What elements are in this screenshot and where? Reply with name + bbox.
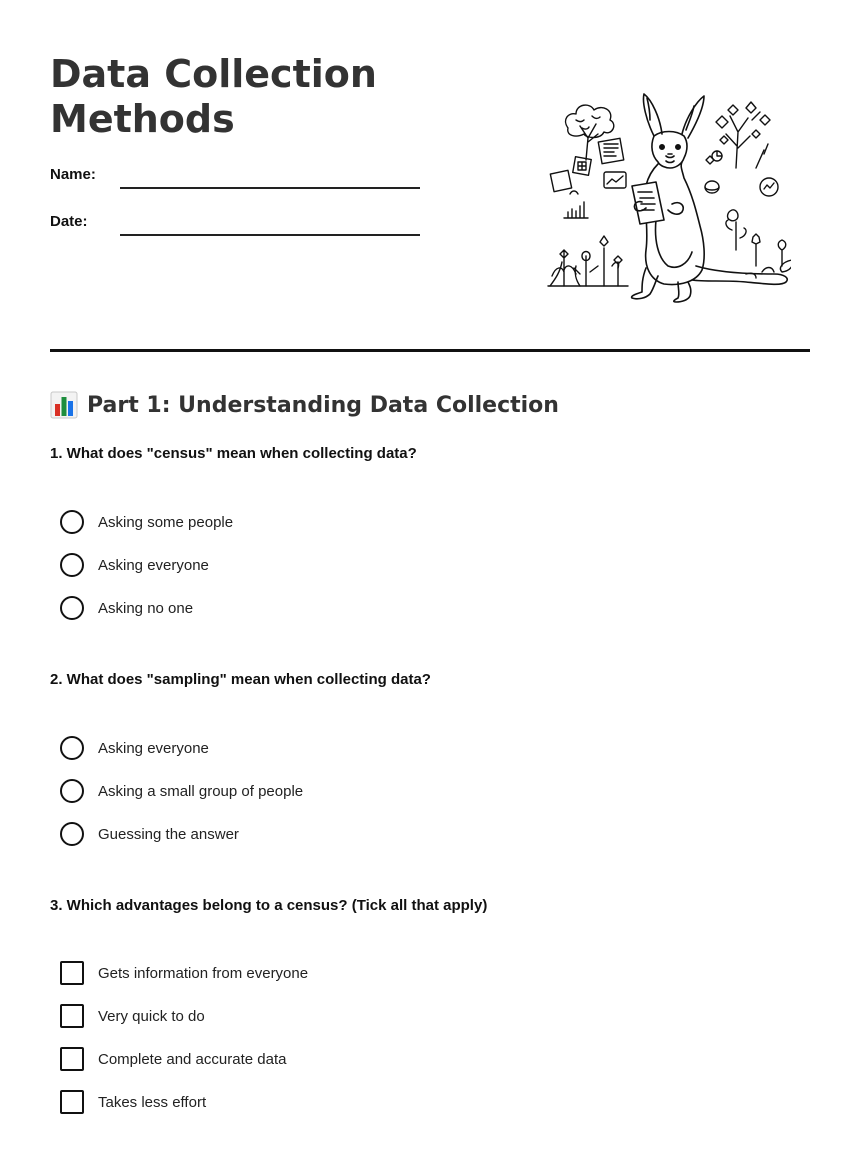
option-label: Very quick to do	[98, 1007, 205, 1025]
q2-option-asking-small-group[interactable]	[60, 777, 303, 805]
worksheet-page	[50, 0, 810, 1161]
name-input-line[interactable]	[120, 187, 420, 189]
chart-cards-illustration	[550, 138, 626, 218]
option-label: Gets information from everyone	[98, 964, 309, 982]
checkbox[interactable]	[60, 1090, 84, 1114]
date-input-line[interactable]	[120, 234, 420, 236]
q1-option-asking-no-one[interactable]	[60, 594, 193, 622]
section-divider	[50, 349, 810, 352]
kangaroo-illustration-body	[632, 94, 788, 302]
option-label: Asking some people	[98, 513, 234, 531]
q3-option-gets-information[interactable]	[60, 959, 308, 987]
radio-button[interactable]	[60, 736, 84, 760]
option-label: Takes less effort	[98, 1093, 207, 1111]
radio-button[interactable]	[60, 596, 84, 620]
q1-option-asking-everyone[interactable]	[60, 551, 209, 579]
checkbox[interactable]	[60, 1047, 84, 1071]
tree-right-illustration	[716, 102, 770, 168]
section-title: Part 1: Understanding Data Collection	[87, 392, 559, 418]
kangaroo-illustration	[546, 90, 791, 305]
section-heading	[50, 389, 559, 421]
checkbox[interactable]	[60, 961, 84, 985]
option-label: Guessing the answer	[98, 825, 239, 843]
date-field[interactable]	[50, 207, 420, 237]
data-icons-right-illustration	[705, 151, 778, 196]
radio-button[interactable]	[60, 553, 84, 577]
name-field[interactable]	[50, 160, 420, 190]
page-title: Data Collection Methods	[50, 52, 377, 141]
radio-button[interactable]	[60, 779, 84, 803]
flowers-left-illustration	[548, 236, 628, 286]
q3-option-very-quick[interactable]	[60, 1002, 205, 1030]
flowers-right-illustration	[726, 210, 791, 278]
checkbox[interactable]	[60, 1004, 84, 1028]
name-label: Name:	[50, 166, 96, 183]
q3-option-less-effort[interactable]	[60, 1088, 206, 1116]
date-label: Date:	[50, 213, 88, 230]
question-3-text: 3. Which advantages belong to a census? (Tick all that apply)	[50, 897, 488, 914]
option-label: Asking a small group of people	[98, 782, 304, 800]
bar-chart-icon-bar-blue	[68, 401, 73, 416]
option-label: Asking everyone	[98, 556, 209, 574]
q2-option-guessing[interactable]	[60, 820, 239, 848]
bar-chart-icon	[50, 391, 78, 419]
option-label: Complete and accurate data	[98, 1050, 287, 1068]
question-2-text: 2. What does "sampling" mean when collecting data?	[50, 671, 431, 688]
question-1-text: 1. What does "census" mean when collecting data?	[50, 445, 417, 462]
radio-button[interactable]	[60, 510, 84, 534]
option-label: Asking everyone	[98, 739, 209, 757]
bar-chart-icon-bar-red	[55, 404, 60, 416]
q3-option-complete-accurate[interactable]	[60, 1045, 286, 1073]
radio-button[interactable]	[60, 822, 84, 846]
q2-option-asking-everyone[interactable]	[60, 734, 209, 762]
q1-option-asking-some-people[interactable]	[60, 508, 233, 536]
option-label: Asking no one	[98, 599, 194, 617]
bar-chart-icon-bar-green	[62, 397, 67, 416]
